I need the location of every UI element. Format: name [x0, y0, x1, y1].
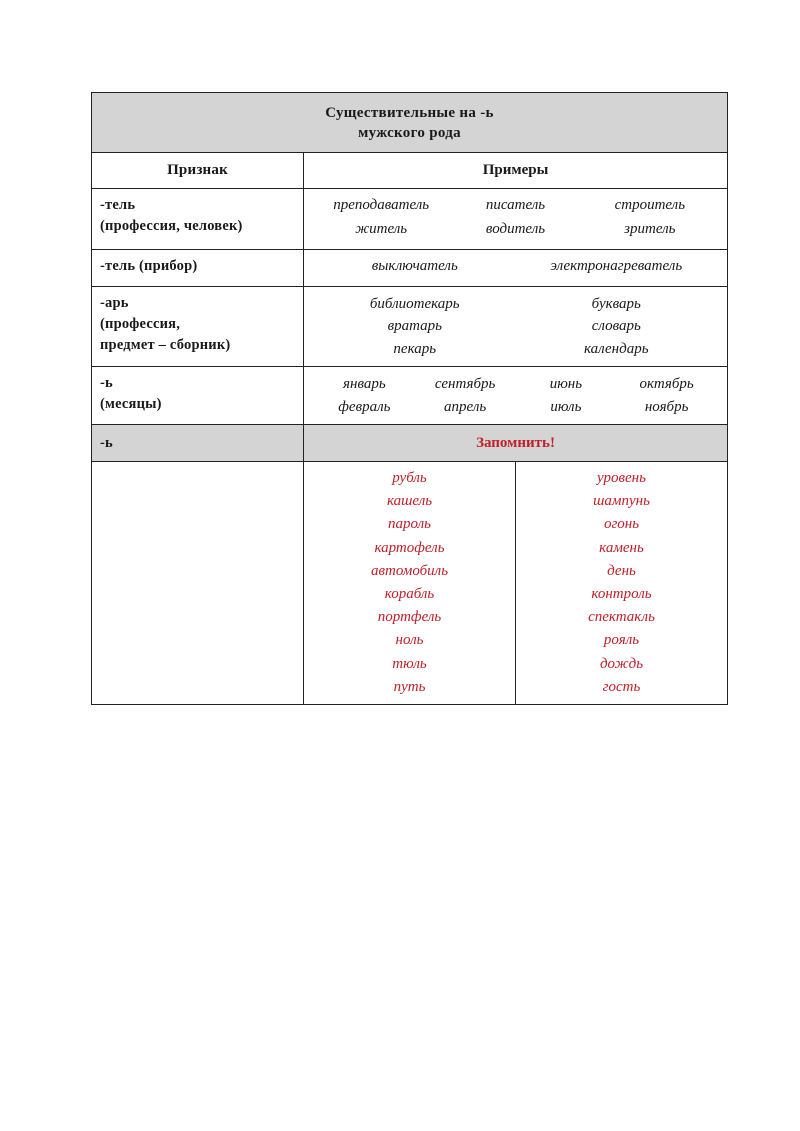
example-word: электронагреватель	[550, 258, 683, 274]
noun-table	[91, 92, 728, 705]
table-title-line1: Существительные на -ь	[325, 104, 494, 121]
example-word: букварь	[591, 296, 641, 312]
remember-label: Запомнить!	[476, 434, 555, 451]
table-row-tel-device	[92, 249, 727, 286]
feature-description: (профессия,	[100, 316, 181, 332]
example-word: июнь	[549, 376, 583, 392]
example-word: строитель	[614, 197, 686, 213]
table-row-months	[92, 366, 727, 424]
feature-description: (месяцы)	[100, 396, 162, 412]
exceptions-list-right	[515, 462, 727, 704]
list-item: портфель	[377, 609, 442, 626]
exceptions-cell	[304, 462, 727, 704]
table-row-tel-profession	[92, 188, 727, 249]
header-examples: Примеры	[482, 162, 549, 178]
example-word: октябрь	[639, 376, 694, 392]
header-feature: Признак	[92, 153, 304, 188]
example-word: словарь	[591, 318, 641, 335]
feature-suffix: -арь	[100, 295, 129, 311]
table-row-ar	[92, 286, 727, 366]
feature-suffix: -тель	[100, 197, 136, 213]
example-word: апрель	[444, 398, 487, 415]
table-title-line2: мужского рода	[358, 124, 461, 141]
example-word: водитель	[485, 221, 546, 237]
list-item: уровень	[597, 470, 646, 486]
example-word: ноябрь	[644, 398, 689, 415]
example-word: библиотекарь	[369, 296, 460, 312]
examples-cell	[304, 287, 727, 366]
list-item: огонь	[603, 516, 640, 533]
list-item: автомобиль	[370, 562, 449, 579]
feature-cell	[92, 367, 304, 424]
table-row-exceptions	[92, 461, 727, 704]
list-item: контроль	[591, 586, 652, 603]
empty-feature-cell	[92, 462, 304, 704]
example-word: житель	[355, 221, 408, 237]
list-item: ноль	[395, 632, 424, 649]
list-item: рояль	[603, 632, 640, 649]
feature-cell: -ь	[92, 425, 304, 461]
exceptions-list-left	[304, 462, 515, 704]
feature-description: предмет – сборник)	[100, 337, 231, 353]
table-row-remember	[92, 424, 727, 461]
list-item: тюль	[392, 655, 427, 672]
example-word: преподаватель	[333, 197, 430, 213]
list-item: день	[607, 562, 636, 579]
example-word: писатель	[485, 197, 546, 213]
example-word: февраль	[338, 398, 391, 415]
list-item: кашель	[386, 493, 433, 510]
list-item: рубль	[392, 470, 427, 486]
examples-cell	[304, 367, 727, 424]
example-word: зритель	[624, 221, 676, 237]
examples-cell	[304, 250, 727, 286]
example-word: июль	[550, 398, 582, 415]
list-item: спектакль	[588, 609, 655, 626]
table-title	[92, 93, 727, 152]
list-item: пароль	[388, 516, 431, 533]
example-word: вратарь	[387, 318, 442, 335]
examples-cell	[304, 189, 727, 249]
list-item: шампунь	[593, 493, 650, 510]
feature-cell	[92, 287, 304, 366]
feature-cell	[92, 189, 304, 249]
example-word: сентябрь	[434, 376, 496, 392]
list-item: картофель	[374, 539, 445, 556]
feature-cell: -тель (прибор)	[92, 250, 304, 286]
list-item: корабль	[384, 586, 435, 603]
example-word: выключатель	[371, 258, 458, 274]
list-item: камень	[599, 539, 644, 556]
example-word: пекарь	[393, 340, 437, 357]
feature-suffix: -ь	[100, 375, 113, 391]
list-item: путь	[393, 678, 426, 695]
example-word: январь	[343, 376, 386, 392]
feature-description: (профессия, человек)	[100, 218, 243, 234]
example-word: календарь	[583, 340, 649, 357]
list-item: дождь	[599, 655, 644, 672]
list-item: гость	[602, 678, 641, 695]
table-header-row	[92, 152, 727, 188]
